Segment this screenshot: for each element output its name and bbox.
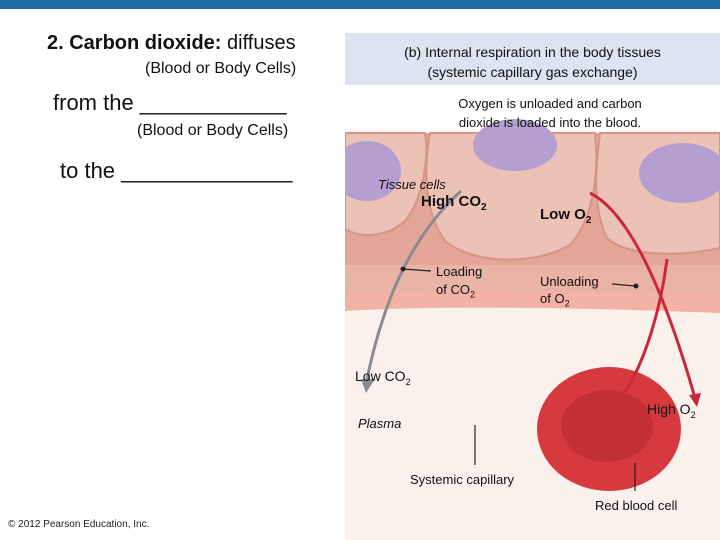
red-blood-cell-center (561, 390, 653, 462)
of-co2-subscript: 2 (469, 289, 475, 300)
heading-bold: 2. Carbon dioxide: (47, 32, 222, 54)
low-co2-text: Low CO (355, 368, 406, 384)
label-systemic-capillary: Systemic capillary (410, 472, 515, 487)
label-of-o2 (540, 291, 570, 309)
heading-rest: diffuses (221, 32, 296, 54)
diagram-desc-line1: Oxygen is unloaded and carbon (458, 96, 642, 111)
high-o2-text: High O (647, 401, 691, 417)
label-low-o2 (540, 206, 591, 226)
from-blank-line: from the ____________ (53, 90, 287, 115)
label-plasma: Plasma (358, 416, 402, 431)
low-co2-subscript: 2 (405, 376, 411, 387)
low-o2-subscript: 2 (585, 215, 592, 226)
hint-blood-or-body-cells-2: (Blood or Body Cells) (137, 122, 289, 139)
top-accent-bar (0, 0, 720, 9)
high-co2-subscript: 2 (481, 202, 487, 213)
low-o2-text: Low O (540, 206, 586, 223)
high-co2-text: High CO (421, 193, 481, 210)
label-low-co2 (355, 368, 411, 387)
diagram-header-line1: (b) Internal respiration in the body tissues (404, 44, 661, 60)
of-co2-text: of CO (436, 282, 470, 297)
internal-respiration-diagram (345, 33, 720, 540)
label-unloading: Unloading (540, 274, 599, 289)
diagram-header-line2: (systemic capillary gas exchange) (427, 64, 638, 80)
of-o2-subscript: 2 (564, 298, 570, 309)
question-heading (47, 32, 296, 55)
leader-dot (634, 284, 639, 289)
high-o2-subscript: 2 (690, 409, 696, 420)
diagram-desc-line2: dioxide is loaded into the blood. (458, 115, 642, 130)
of-o2-text: of O (540, 291, 565, 306)
leader-dot (401, 267, 406, 272)
label-loading: Loading (436, 264, 483, 279)
label-red-blood-cell: Red blood cell (595, 498, 678, 513)
hint-blood-or-body-cells-1: (Blood or Body Cells) (145, 60, 297, 77)
label-tissue-cells: Tissue cells (378, 177, 446, 192)
label-high-o2 (647, 401, 696, 420)
to-blank-line: to the ______________ (60, 158, 293, 183)
label-high-co2 (421, 193, 487, 213)
copyright-notice: © 2012 Pearson Education, Inc. (8, 519, 150, 530)
label-of-co2 (436, 282, 475, 300)
